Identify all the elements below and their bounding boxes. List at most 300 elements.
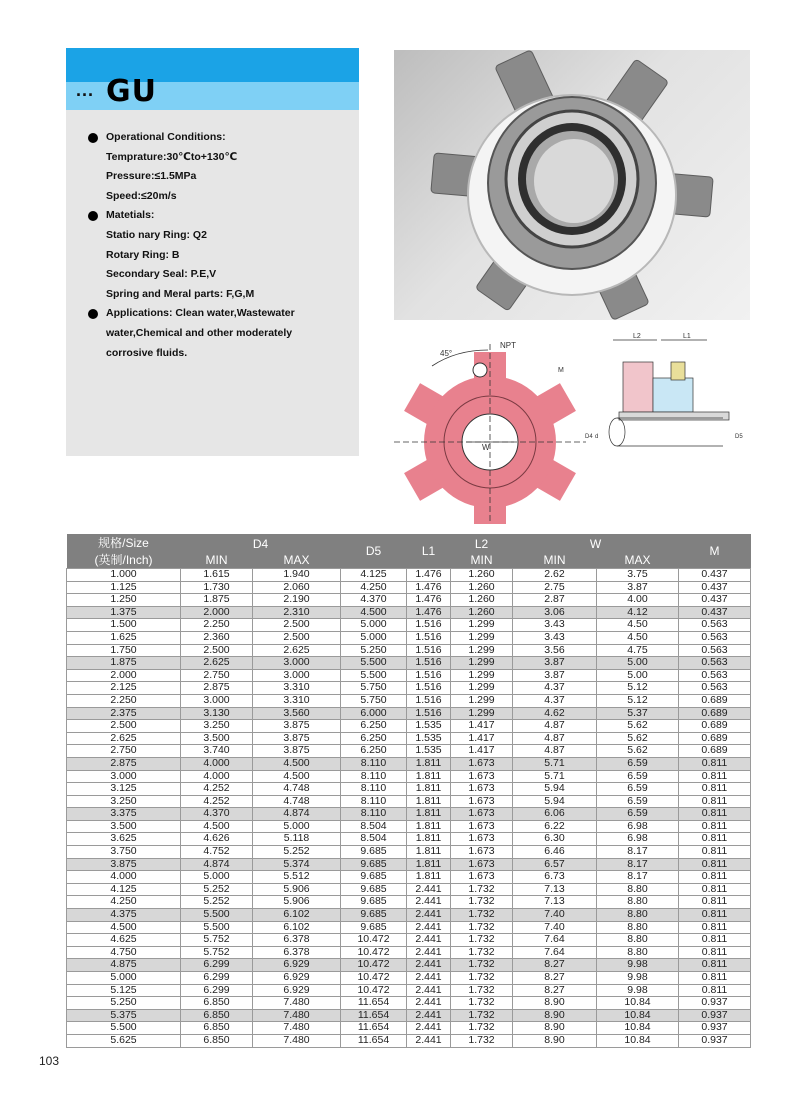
table-row <box>67 896 751 909</box>
table-cell: 7.13 <box>513 896 597 909</box>
table-cell: 4.500 <box>181 820 253 833</box>
table-cell: 8.80 <box>597 946 679 959</box>
table-cell: 8.110 <box>341 795 407 808</box>
table-cell: 3.000 <box>253 669 341 682</box>
table-row <box>67 770 751 783</box>
table-cell: 5.375 <box>67 1009 181 1022</box>
table-cell: 5.625 <box>67 1034 181 1047</box>
table-cell: 1.260 <box>451 606 513 619</box>
table-cell: 8.17 <box>597 871 679 884</box>
l2-min-header: MIN <box>451 551 513 569</box>
table-cell: 6.250 <box>341 732 407 745</box>
table-cell: 0.437 <box>679 606 751 619</box>
table-cell: 4.874 <box>181 858 253 871</box>
table-cell: 4.87 <box>513 732 597 745</box>
table-cell: 1.732 <box>451 1022 513 1035</box>
table-cell: 1.535 <box>407 732 451 745</box>
table-cell: 0.811 <box>679 795 751 808</box>
table-cell: 7.480 <box>253 1009 341 1022</box>
table-cell: 6.30 <box>513 833 597 846</box>
table-cell: 5.250 <box>67 997 181 1010</box>
table-cell: 5.000 <box>341 619 407 632</box>
size-header-line2: (英制/Inch) <box>94 553 153 567</box>
table-cell: 2.375 <box>67 707 181 720</box>
table-cell: 6.59 <box>597 770 679 783</box>
d4-header: D4 <box>181 534 341 551</box>
table-cell: 1.750 <box>67 644 181 657</box>
table-cell: 2.500 <box>253 619 341 632</box>
table-cell: 4.50 <box>597 631 679 644</box>
table-row <box>67 934 751 947</box>
table-cell: 7.64 <box>513 934 597 947</box>
table-cell: 6.929 <box>253 959 341 972</box>
l1-label: L1 <box>683 333 691 340</box>
table-cell: 2.500 <box>253 631 341 644</box>
table-cell: 8.110 <box>341 783 407 796</box>
table-cell: 2.125 <box>67 682 181 695</box>
spec-line-text: Rotary Ring: B <box>106 248 180 261</box>
table-cell: 1.299 <box>451 657 513 670</box>
table-cell: 2.441 <box>407 1022 451 1035</box>
table-row <box>67 669 751 682</box>
table-cell: 1.732 <box>451 896 513 909</box>
table-cell: 5.750 <box>341 694 407 707</box>
table-cell: 4.874 <box>253 808 341 821</box>
table-cell: 3.250 <box>181 720 253 733</box>
table-cell: 3.75 <box>597 569 679 582</box>
section-drawing <box>583 332 753 452</box>
spec-line <box>84 265 354 285</box>
table-cell: 6.73 <box>513 871 597 884</box>
table-cell: 5.752 <box>181 946 253 959</box>
table-cell: 8.17 <box>597 858 679 871</box>
table-cell: 8.90 <box>513 997 597 1010</box>
table-cell: 5.374 <box>253 858 341 871</box>
table-cell: 0.811 <box>679 757 751 770</box>
table-cell: 4.125 <box>67 883 181 896</box>
table-cell: 4.000 <box>181 770 253 783</box>
spec-line <box>84 285 354 305</box>
table-cell: 1.260 <box>451 594 513 607</box>
table-cell: 0.563 <box>679 619 751 632</box>
table-cell: 1.732 <box>451 946 513 959</box>
table-cell: 0.689 <box>679 707 751 720</box>
table-cell: 1.811 <box>407 820 451 833</box>
table-cell: 8.27 <box>513 984 597 997</box>
table-cell: 1.299 <box>451 619 513 632</box>
table-cell: 11.654 <box>341 1022 407 1035</box>
table-cell: 5.750 <box>341 682 407 695</box>
table-row <box>67 795 751 808</box>
table-cell: 1.732 <box>451 1009 513 1022</box>
table-cell: 5.00 <box>597 669 679 682</box>
table-cell: 8.90 <box>513 1034 597 1047</box>
table-cell: 2.360 <box>181 631 253 644</box>
table-cell: 0.811 <box>679 820 751 833</box>
table-cell: 6.98 <box>597 820 679 833</box>
table-cell: 8.80 <box>597 896 679 909</box>
d5-label: D5 <box>735 434 743 440</box>
table-cell: 2.875 <box>181 682 253 695</box>
table-row <box>67 682 751 695</box>
table-cell: 4.748 <box>253 795 341 808</box>
table-cell: 1.299 <box>451 669 513 682</box>
table-cell: 10.472 <box>341 984 407 997</box>
table-cell: 1.732 <box>451 909 513 922</box>
spec-line <box>84 344 354 364</box>
table-row <box>67 959 751 972</box>
table-cell: 6.000 <box>341 707 407 720</box>
table-cell: 11.654 <box>341 1009 407 1022</box>
table-cell: 4.12 <box>597 606 679 619</box>
table-cell: 5.71 <box>513 757 597 770</box>
table-row <box>67 757 751 770</box>
table-cell: 10.84 <box>597 1034 679 1047</box>
table-cell: 1.732 <box>451 934 513 947</box>
table-cell: 4.500 <box>253 757 341 770</box>
spec-line-text: Matetials: <box>106 209 155 222</box>
table-cell: 6.57 <box>513 858 597 871</box>
table-cell: 3.500 <box>181 732 253 745</box>
table-cell: 0.811 <box>679 896 751 909</box>
table-cell: 0.811 <box>679 858 751 871</box>
table-cell: 2.441 <box>407 883 451 896</box>
table-cell: 2.441 <box>407 934 451 947</box>
table-row <box>67 569 751 582</box>
table-cell: 1.125 <box>67 581 181 594</box>
table-row <box>67 707 751 720</box>
spec-line-text: Speed:≤20m/s <box>106 189 177 202</box>
table-row <box>67 808 751 821</box>
table-cell: 5.500 <box>67 1022 181 1035</box>
table-cell: 1.811 <box>407 858 451 871</box>
table-cell: 3.740 <box>181 745 253 758</box>
table-cell: 1.299 <box>451 694 513 707</box>
table-cell: 2.441 <box>407 959 451 972</box>
table-cell: 3.43 <box>513 619 597 632</box>
table-cell: 10.472 <box>341 959 407 972</box>
table-cell: 1.417 <box>451 732 513 745</box>
table-cell: 1.732 <box>451 984 513 997</box>
table-cell: 4.125 <box>341 569 407 582</box>
table-cell: 8.27 <box>513 972 597 985</box>
table-cell: 5.252 <box>181 896 253 909</box>
table-cell: 4.370 <box>341 594 407 607</box>
angle-label: 45° <box>440 349 453 358</box>
spec-line <box>84 304 354 324</box>
table-cell: 3.625 <box>67 833 181 846</box>
table-cell: 11.654 <box>341 1034 407 1047</box>
table-cell: 5.000 <box>181 871 253 884</box>
table-cell: 5.500 <box>181 921 253 934</box>
table-cell: 0.937 <box>679 997 751 1010</box>
table-row <box>67 871 751 884</box>
table-cell: 1.673 <box>451 833 513 846</box>
table-row <box>67 833 751 846</box>
table-cell: 1.516 <box>407 694 451 707</box>
table-cell: 3.87 <box>513 669 597 682</box>
table-cell: 0.437 <box>679 581 751 594</box>
table-cell: 1.516 <box>407 707 451 720</box>
title-dots: ... <box>76 80 95 100</box>
table-cell: 1.811 <box>407 833 451 846</box>
table-cell: 9.685 <box>341 871 407 884</box>
table-cell: 1.732 <box>451 921 513 934</box>
table-cell: 1.516 <box>407 669 451 682</box>
table-cell: 0.811 <box>679 959 751 972</box>
table-cell: 1.811 <box>407 770 451 783</box>
table-cell: 1.811 <box>407 795 451 808</box>
table-cell: 6.299 <box>181 959 253 972</box>
table-cell: 2.500 <box>181 644 253 657</box>
table-row <box>67 1022 751 1035</box>
table-cell: 2.750 <box>67 745 181 758</box>
table-cell: 1.673 <box>451 783 513 796</box>
table-cell: 2.441 <box>407 946 451 959</box>
spec-line-text: corrosive fluids. <box>106 346 188 359</box>
table-cell: 5.62 <box>597 720 679 733</box>
table-cell: 4.370 <box>181 808 253 821</box>
table-cell: 6.46 <box>513 846 597 859</box>
table-cell: 4.752 <box>181 846 253 859</box>
table-cell: 8.17 <box>597 846 679 859</box>
table-cell: 9.685 <box>341 846 407 859</box>
table-cell: 8.80 <box>597 883 679 896</box>
table-cell: 3.875 <box>67 858 181 871</box>
table-cell: 2.750 <box>181 669 253 682</box>
table-cell: 0.563 <box>679 682 751 695</box>
m-label: M <box>558 367 564 374</box>
table-cell: 3.375 <box>67 808 181 821</box>
table-cell: 3.875 <box>253 720 341 733</box>
table-cell: 6.250 <box>341 745 407 758</box>
table-cell: 2.310 <box>253 606 341 619</box>
table-cell: 9.685 <box>341 921 407 934</box>
table-row <box>67 745 751 758</box>
table-cell: 6.06 <box>513 808 597 821</box>
spec-line <box>84 148 354 168</box>
table-cell: 5.000 <box>341 631 407 644</box>
table-cell: 1.417 <box>451 745 513 758</box>
spec-line <box>84 128 354 148</box>
table-cell: 6.59 <box>597 795 679 808</box>
table-row <box>67 783 751 796</box>
spec-line <box>84 187 354 207</box>
table-cell: 2.441 <box>407 1034 451 1047</box>
m-header: M <box>679 534 751 569</box>
table-cell: 1.615 <box>181 569 253 582</box>
table-cell: 2.250 <box>181 619 253 632</box>
table-cell: 4.87 <box>513 745 597 758</box>
table-cell: 1.811 <box>407 871 451 884</box>
table-cell: 2.875 <box>67 757 181 770</box>
table-cell: 9.98 <box>597 972 679 985</box>
spec-line-text: Statio nary Ring: Q2 <box>106 228 207 241</box>
d5-header: D5 <box>341 534 407 569</box>
table-cell: 1.811 <box>407 808 451 821</box>
table-cell: 8.110 <box>341 757 407 770</box>
table-row <box>67 846 751 859</box>
table-cell: 10.84 <box>597 1009 679 1022</box>
table-cell: 1.250 <box>67 594 181 607</box>
table-row <box>67 581 751 594</box>
table-cell: 8.27 <box>513 959 597 972</box>
table-cell: 5.906 <box>253 896 341 909</box>
table-cell: 10.472 <box>341 946 407 959</box>
table-row <box>67 858 751 871</box>
spec-line-text: Applications: Clean water,Wastewater <box>106 307 295 320</box>
npt-label: NPT <box>500 341 516 350</box>
table-cell: 6.22 <box>513 820 597 833</box>
table-cell: 0.689 <box>679 745 751 758</box>
d4-max-header: MAX <box>253 551 341 569</box>
bullet-icon <box>88 133 98 143</box>
product-photo <box>394 50 750 320</box>
table-cell: 5.94 <box>513 795 597 808</box>
table-cell: 1.732 <box>451 972 513 985</box>
dimension-table <box>66 534 751 1048</box>
table-cell: 7.40 <box>513 909 597 922</box>
table-cell: 0.811 <box>679 934 751 947</box>
table-row <box>67 594 751 607</box>
table-cell: 1.260 <box>451 581 513 594</box>
table-cell: 1.535 <box>407 745 451 758</box>
table-row <box>67 921 751 934</box>
table-cell: 10.84 <box>597 1022 679 1035</box>
table-cell: 2.75 <box>513 581 597 594</box>
table-cell: 4.50 <box>597 619 679 632</box>
spec-line-text: water,Chemical and other moderately <box>106 326 293 339</box>
table-cell: 8.80 <box>597 909 679 922</box>
table-cell: 2.441 <box>407 984 451 997</box>
table-cell: 6.850 <box>181 1034 253 1047</box>
bullet-icon <box>88 309 98 319</box>
table-row <box>67 984 751 997</box>
table-cell: 1.732 <box>451 1034 513 1047</box>
table-cell: 3.43 <box>513 631 597 644</box>
table-cell: 3.560 <box>253 707 341 720</box>
table-cell: 4.748 <box>253 783 341 796</box>
table-cell: 7.480 <box>253 997 341 1010</box>
table-cell: 5.71 <box>513 770 597 783</box>
table-cell: 1.417 <box>451 720 513 733</box>
table-cell: 5.906 <box>253 883 341 896</box>
table-cell: 1.811 <box>407 757 451 770</box>
size-header <box>67 534 181 569</box>
spec-line-text: Secondary Seal: P.E,V <box>106 268 217 281</box>
table-cell: 5.512 <box>253 871 341 884</box>
table-cell: 1.260 <box>451 569 513 582</box>
table-cell: 0.563 <box>679 657 751 670</box>
table-cell: 0.811 <box>679 846 751 859</box>
spec-line-text: Temprature:30℃to+130℃ <box>106 150 238 163</box>
table-cell: 5.252 <box>253 846 341 859</box>
table-cell: 6.378 <box>253 934 341 947</box>
table-cell: 4.500 <box>253 770 341 783</box>
table-cell: 3.875 <box>253 745 341 758</box>
table-cell: 5.752 <box>181 934 253 947</box>
table-row <box>67 631 751 644</box>
spec-line <box>84 206 354 226</box>
table-cell: 0.937 <box>679 1022 751 1035</box>
table-cell: 2.625 <box>67 732 181 745</box>
table-cell: 1.000 <box>67 569 181 582</box>
table-cell: 0.689 <box>679 694 751 707</box>
table-cell: 2.441 <box>407 972 451 985</box>
table-cell: 1.535 <box>407 720 451 733</box>
table-cell: 1.875 <box>181 594 253 607</box>
table-cell: 4.37 <box>513 694 597 707</box>
table-row <box>67 606 751 619</box>
table-row <box>67 732 751 745</box>
table-cell: 4.250 <box>67 896 181 909</box>
table-cell: 4.250 <box>341 581 407 594</box>
table-cell: 1.476 <box>407 594 451 607</box>
table-cell: 3.06 <box>513 606 597 619</box>
table-cell: 1.673 <box>451 808 513 821</box>
table-cell: 3.56 <box>513 644 597 657</box>
table-cell: 0.811 <box>679 909 751 922</box>
table-cell: 1.673 <box>451 770 513 783</box>
table-cell: 0.811 <box>679 946 751 959</box>
table-row <box>67 997 751 1010</box>
spec-line <box>84 167 354 187</box>
table-cell: 3.750 <box>67 846 181 859</box>
table-cell: 1.732 <box>451 883 513 896</box>
table-row <box>67 909 751 922</box>
table-cell: 1.673 <box>451 795 513 808</box>
table-cell: 4.375 <box>67 909 181 922</box>
table-cell: 2.060 <box>253 581 341 594</box>
table-cell: 0.437 <box>679 569 751 582</box>
table-cell: 0.437 <box>679 594 751 607</box>
table-row <box>67 657 751 670</box>
table-cell: 4.875 <box>67 959 181 972</box>
table-cell: 0.811 <box>679 972 751 985</box>
table-cell: 2.441 <box>407 909 451 922</box>
table-cell: 1.516 <box>407 644 451 657</box>
table-cell: 3.310 <box>253 694 341 707</box>
table-row <box>67 820 751 833</box>
table-cell: 4.87 <box>513 720 597 733</box>
w-min-header: MIN <box>513 551 597 569</box>
table-cell: 8.80 <box>597 934 679 947</box>
table-cell: 5.37 <box>597 707 679 720</box>
table-cell: 6.250 <box>341 720 407 733</box>
table-row <box>67 946 751 959</box>
table-cell: 2.250 <box>67 694 181 707</box>
table-cell: 1.673 <box>451 871 513 884</box>
table-cell: 6.59 <box>597 783 679 796</box>
table-cell: 3.000 <box>67 770 181 783</box>
table-cell: 3.875 <box>253 732 341 745</box>
table-cell: 5.00 <box>597 657 679 670</box>
table-cell: 9.98 <box>597 959 679 972</box>
table-cell: 3.000 <box>253 657 341 670</box>
table-cell: 3.310 <box>253 682 341 695</box>
table-cell: 2.62 <box>513 569 597 582</box>
table-cell: 3.87 <box>597 581 679 594</box>
table-cell: 9.98 <box>597 984 679 997</box>
table-cell: 7.480 <box>253 1034 341 1047</box>
l2-label: L2 <box>633 333 641 340</box>
spec-line <box>84 324 354 344</box>
table-cell: 6.929 <box>253 972 341 985</box>
table-row <box>67 883 751 896</box>
table-cell: 6.850 <box>181 1022 253 1035</box>
page-title: GU <box>106 74 157 109</box>
table-cell: 2.441 <box>407 997 451 1010</box>
